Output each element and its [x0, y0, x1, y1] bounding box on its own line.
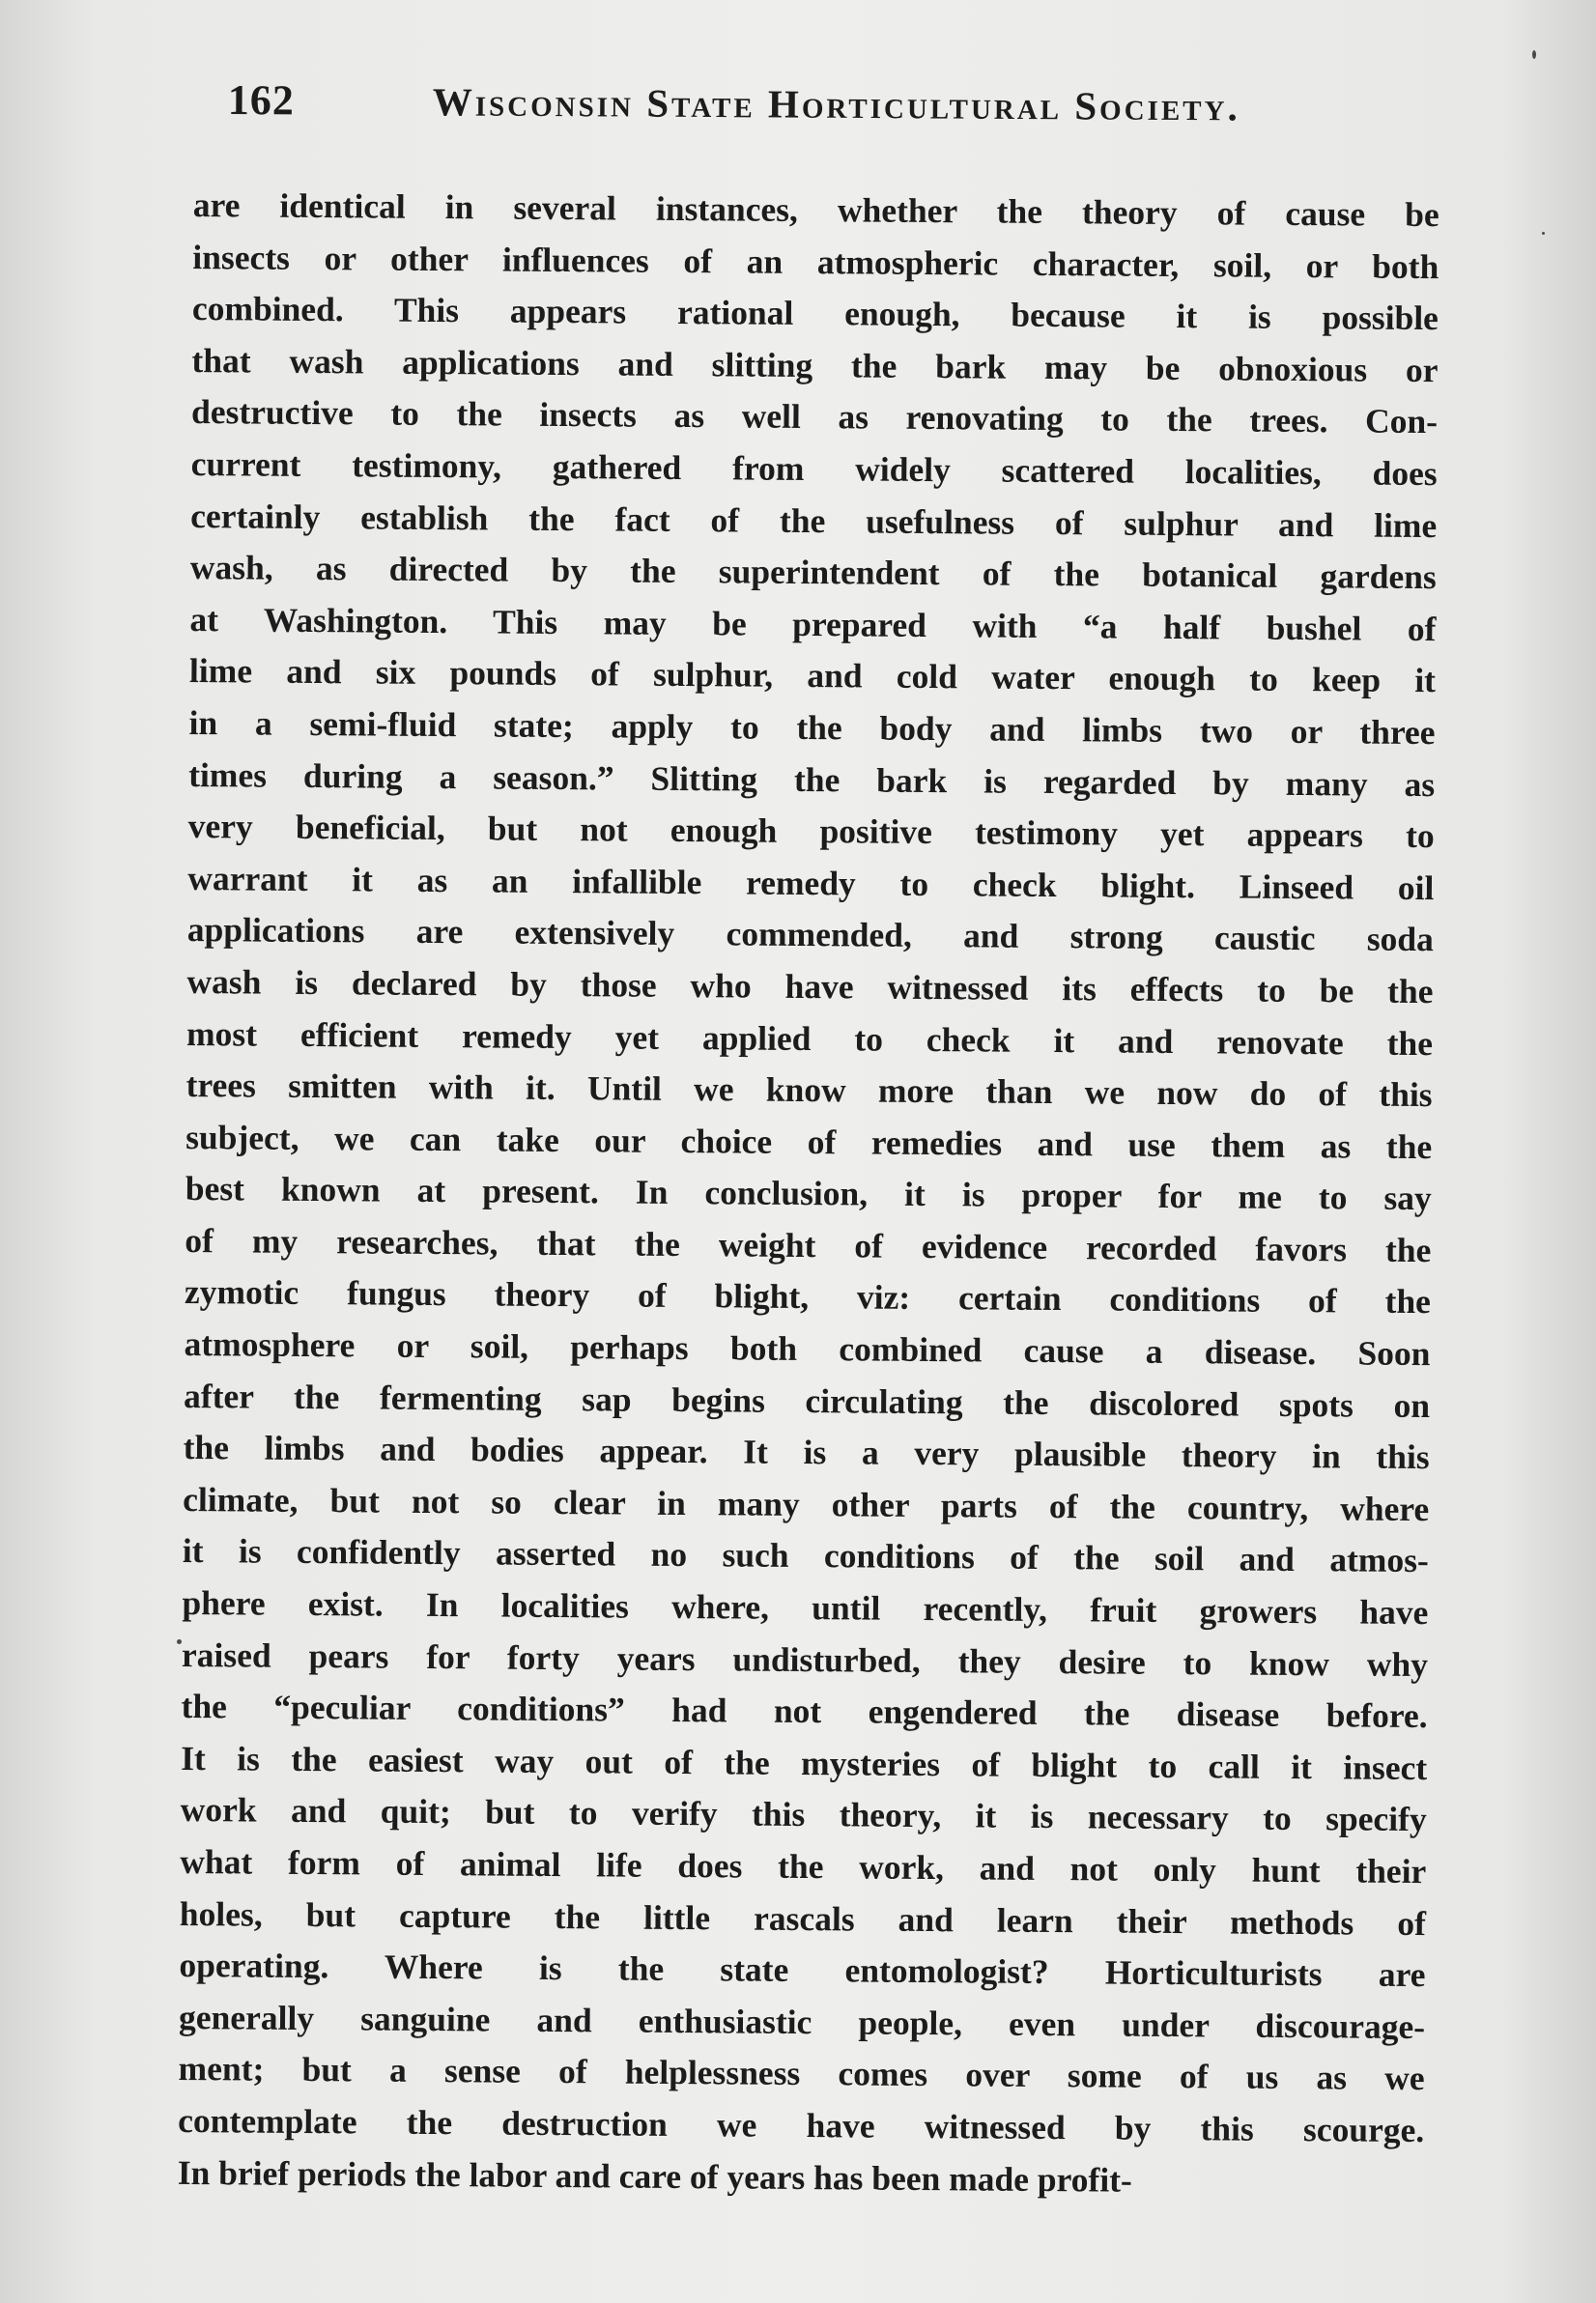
text-line: climate, but not so clear in many other parts of the country, where [183, 1479, 1430, 1528]
text-line: are identical in several instances, whether the theory of cause be [192, 185, 1439, 235]
text-line: it is confidently asserted no such conditions of the soil and atmos- [182, 1531, 1429, 1580]
text-line: combined. This appears rational enough, because it is possible [191, 289, 1439, 338]
paper-speck [1532, 50, 1536, 59]
text-line: destructive to the insects as well as renovating to the trees. Con- [190, 392, 1439, 441]
running-head [228, 75, 1271, 140]
text-line: of my researches, that the weight of evidence recorded favors the [185, 1220, 1432, 1269]
text-line: insects or other influences of an atmospheric character, soil, or both [192, 237, 1439, 286]
text-line: current testimony, gathered from widely scattered localities, does [190, 443, 1438, 494]
text-line: times during a season.” Slitting the bark is regarded by many as [188, 754, 1436, 804]
text-line: wash is declared by those who have witnessed its effects to be the [186, 961, 1434, 1011]
text-line: atmosphere or soil, perhaps both combined cause a disease. Soon [184, 1324, 1431, 1374]
text-line: certainly establish the fact of the usefulness of sulphur and lime [190, 496, 1438, 545]
text-line: very beneficial, but not enough positive testimony yet appears to [187, 807, 1435, 856]
paper-speck [1542, 232, 1545, 235]
text-line: phere exist. In localities where, until recently, fruit growers have [182, 1582, 1429, 1633]
text-line: at Washington. This may be prepared with “a half bushel of [189, 599, 1437, 648]
text-line: subject, we can take our choice of remedies and use them as the [185, 1117, 1433, 1166]
text-line: generally sanguine and enthusiastic people, even under discourage- [178, 1997, 1426, 2046]
text-line: holes, but capture the little rascals and learn their methods of [179, 1893, 1427, 1943]
text-line: In brief periods the labor and care of years has been made profit- [177, 2152, 1132, 2200]
text-line: after the fermenting sap begins circulating the discolored spots on [183, 1376, 1431, 1425]
text-line: best known at present. In conclusion, it is proper for me to say [185, 1169, 1432, 1218]
text-line: the limbs and bodies appear. It is a very plausible theory in this [183, 1428, 1430, 1477]
text-line: operating. Where is the state entomologist? Horticulturists are [179, 1946, 1426, 1995]
text-line: that wash applications and slitting the bark may be obnoxious or [191, 340, 1439, 389]
text-line: It is the easiest way out of the mysteries of blight to call it insect [181, 1738, 1428, 1787]
running-title: Wisconsin State Horticultural Society. [432, 79, 1240, 129]
text-line: raised pears for forty years undisturbed, they desire to know why [181, 1635, 1429, 1684]
text-line: zymotic fungus theory of blight, viz: certain conditions of the [184, 1272, 1432, 1322]
body-text [178, 180, 1439, 2208]
text-line: warrant it as an infallible remedy to check blight. Linseed oil [187, 858, 1435, 907]
text-line: ment; but a sense of helplessness comes over some of us as we [178, 2049, 1425, 2098]
text-line: in a semi-fluid state; apply to the body and limbs two or three [188, 702, 1436, 753]
text-line: contemplate the destruction we have witnessed by this scourge. [178, 2100, 1425, 2150]
text-line: trees smitten with it. Until we know more than we now do of this [185, 1066, 1433, 1115]
text-line: lime and six pounds of sulphur, and cold water enough to keep it [188, 651, 1437, 700]
text-line: work and quit; but to verify this theory, it is necessary to specify [180, 1790, 1427, 1839]
text-line: applications are extensively commended, and strong caustic soda [186, 910, 1435, 959]
paper-speck [177, 1639, 182, 1644]
text-line: wash, as directed by the superintendent of the botanical gardens [189, 548, 1437, 597]
text-line: most efficient remedy yet applied to check it and renovate the [185, 1013, 1434, 1063]
text-line: the “peculiar conditions” had not engendered the disease before. [181, 1687, 1428, 1736]
page-number: 162 [227, 75, 295, 125]
text-line: what form of animal life does the work, and not only hunt their [180, 1841, 1427, 1891]
